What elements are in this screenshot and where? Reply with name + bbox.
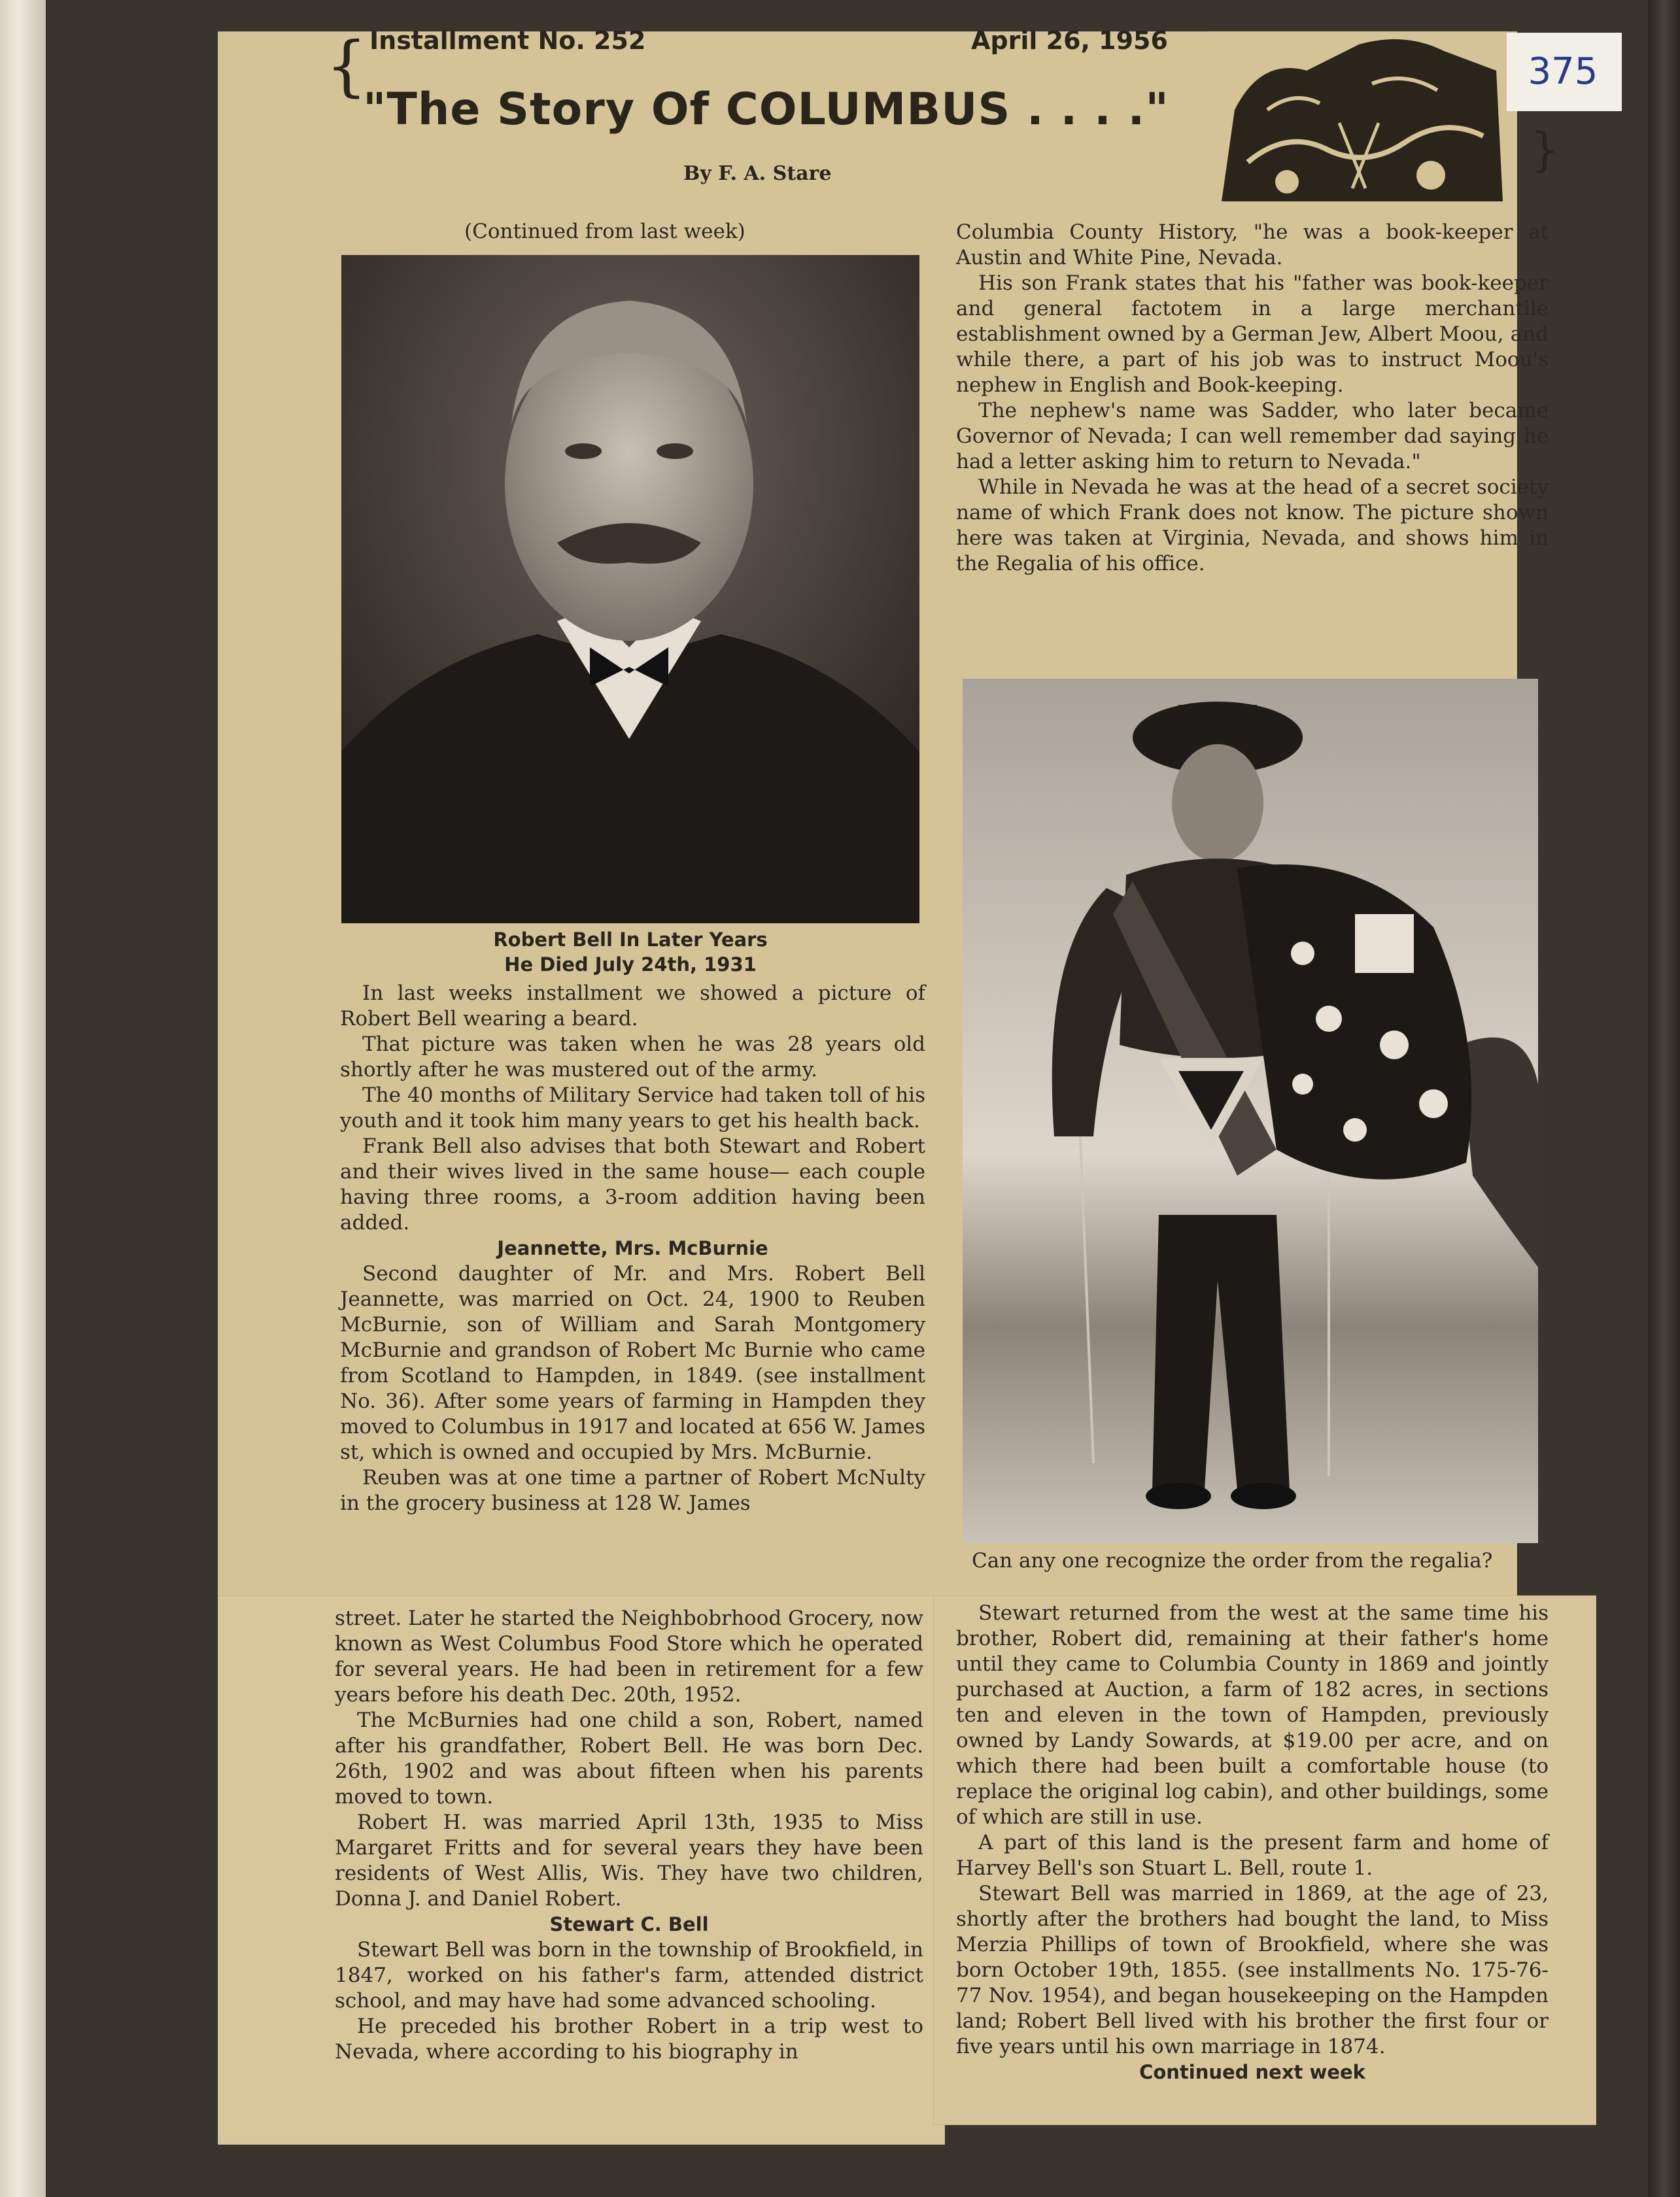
subheading-jeannette: Jeannette, Mrs. McBurnie (497, 1237, 768, 1259)
paragraph: The nephew's name was Sadder, who later became Governor of Nevada; I can well remember dad saying he had a letter asking him to return to Nevada." (956, 399, 1549, 473)
portrait-caption (341, 927, 919, 977)
masthead-oxcart-illustration (1209, 31, 1507, 203)
column-right-lower (956, 1601, 1549, 2085)
byline: By F. A. Stare (683, 162, 832, 185)
regalia-caption-text: Can any one recognize the order from the regalia? (972, 1549, 1493, 1573)
paragraph: street. Later he started the Neighbobrhood Grocery, now known as West Columbus Food Store which he operated for several years. He had been in retirement for a few years before his death Dec. 20th, 1952. (335, 1607, 923, 1707)
paragraph: That picture was taken when he was 28 years old shortly after he was mustered out of the army. (340, 1032, 925, 1081)
paragraph: Stewart Bell was born in the township of Brookfield, in 1847, worked on his father's farm, attended district school, and may have had some advanced schooling. (335, 1938, 923, 2013)
issue-date: April 26, 1956 (971, 26, 1168, 55)
paragraph: Reuben was at one time a partner of Robert McNulty in the grocery business at 128 W. James (340, 1466, 925, 1515)
page-number: 375 (1504, 33, 1622, 111)
paragraph: A part of this land is the present farm and home of Harvey Bell's son Stuart L. Bell, route 1. (956, 1831, 1549, 1880)
column-left-upper (340, 981, 925, 1516)
paragraph: The 40 months of Military Service had taken toll of his youth and it took him many years to get his health back. (340, 1083, 925, 1133)
paragraph: He preceded his brother Robert in a trip west to Nevada, where according to his biography in (335, 2015, 923, 2064)
paragraph: While in Nevada he was at the head of a secret society name of which Frank does not know. The picture shown here was taken at Virginia, Nevada, and shows him in the Regalia of his office. (956, 475, 1549, 575)
continued-next-note: Continued next week (1139, 2061, 1365, 2083)
album-page-edge (0, 0, 46, 2197)
paragraph: In last weeks installment we showed a picture of Robert Bell wearing a beard. (340, 981, 925, 1030)
paragraph: The McBurnies had one child a son, Robert, named after his grandfather, Robert Bell. He was born Dec. 26th, 1902 and was about fifteen when his parents moved to town. (335, 1709, 923, 1809)
column-left-lower (335, 1606, 923, 2065)
regalia-caption (950, 1548, 1542, 1574)
paragraph: Columbia County History, "he was a book-keeper at Austin and White Pine, Nevada. (956, 220, 1549, 269)
left-brace-ornament: { (326, 27, 368, 104)
paragraph: His son Frank states that his "father was book-keeper and general factotem in a large merchantile establishment owned by a German Jew, Albert Moou, and while there, a part of his job was to instruct Moou's nephew in English and Book-keeping. (956, 271, 1549, 397)
column-right-upper (956, 220, 1549, 577)
right-brace-ornament: } (1530, 123, 1560, 177)
portrait-caption-line2: He Died July 24th, 1931 (504, 953, 757, 976)
subheading-stewart: Stewart C. Bell (549, 1913, 709, 1935)
album-binding (1648, 0, 1680, 2197)
paragraph: Frank Bell also advises that both Stewart and Robert and their wives lived in the same house— each couple having three rooms, a 3-room addition having been added. (340, 1134, 925, 1235)
paragraph: Stewart Bell was married in 1869, at the age of 23, shortly after the brothers had bought the land, to Miss Merzia Phillips of town of Brookfield, where she was born October 19th, 1855. (see installments No. 175-76-77 Nov. 1954), and began housekeeping on the Hampden land; Robert Bell lived with his brother the first four or five years until his own marriage in 1874. (956, 1882, 1549, 2058)
portrait-caption-line1: Robert Bell In Later Years (493, 928, 768, 951)
article-title: "The Story Of COLUMBUS . . . ." (363, 84, 1169, 135)
portrait-photo-robert-bell (341, 255, 919, 923)
paragraph: Second daughter of Mr. and Mrs. Robert Bell Jeannette, was married on Oct. 24, 1900 to Reuben McBurnie, son of William and Sarah Montgomery McBurnie and grandson of Robert Mc Burnie who came from Scotland to Hampden, in 1849. (see installment No. 36). After some years of farming in Hampden they moved to Columbus in 1917 and located at 656 W. James st, which is owned and occupied by Mrs. McBurnie. (340, 1262, 925, 1464)
paragraph: Stewart returned from the west at the same time his brother, Robert did, remaining at their father's home until they came to Columbia County in 1869 and jointly purchased at Auction, a farm of 182 acres, in sections ten and eleven in the town of Hampden, previously owned by Landy Sowards, at $19.00 per acre, and on which there had been built a comfortable house (to replace the original log cabin), and other buildings, some of which are still in use. (956, 1601, 1549, 1829)
paragraph: Robert H. was married April 13th, 1935 to Miss Margaret Fritts and for several years they have been residents of West Allis, Wis. They have two children, Donna J. and Daniel Robert. (335, 1811, 923, 1911)
continued-from-note: (Continued from last week) (464, 220, 746, 243)
regalia-photo-stewart-bell (963, 679, 1538, 1543)
installment-number: Installment No. 252 (369, 26, 646, 55)
